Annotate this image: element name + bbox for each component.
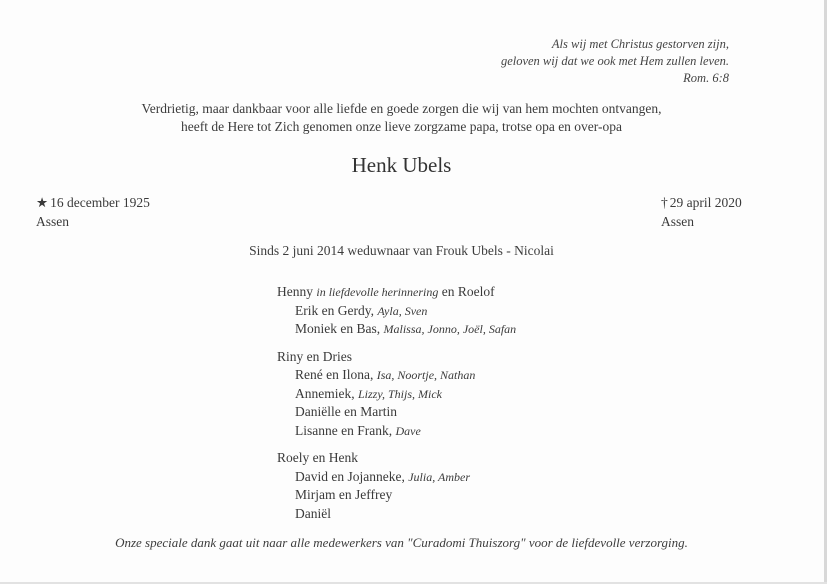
birth-place: Assen [36, 214, 69, 229]
head-conjunction: en [441, 284, 455, 299]
family-list [277, 283, 516, 532]
star-icon: ★ [36, 195, 49, 210]
memorial-note: in liefdevolle herinnering [316, 285, 439, 299]
great-grandchildren: Lizzy, Thijs, Mick [358, 386, 443, 401]
grandchild-couple: Lisanne en Frank, [295, 422, 393, 438]
family-head [277, 449, 516, 468]
grandchild-line [277, 385, 516, 404]
grandchild-line [277, 486, 516, 505]
family-group [277, 283, 516, 339]
bible-verse [501, 36, 729, 87]
head-name: Riny en Dries [277, 348, 352, 364]
grandchild-couple: David en Jojanneke, [295, 468, 405, 484]
intro-line-2: heeft de Here tot Zich genomen onze lieve zorgzame papa, trotse opa en over-opa [180, 119, 623, 134]
grandchild-couple: Erik en Gerdy, [295, 302, 374, 318]
grandchild-line [277, 505, 516, 524]
verse-line-2: geloven wij dat we ook met Hem zullen leven. [500, 54, 729, 68]
great-grandchildren: Malissa, Jonno, Joël, Safan [383, 322, 517, 336]
birth-date: 16 december 1925 [50, 195, 150, 210]
death-place: Assen [661, 214, 694, 229]
family-group [277, 348, 516, 441]
head-partner-name: Roelof [457, 284, 495, 299]
deceased-name: Henk Ubels [351, 153, 452, 177]
verse-line-1: Als wij met Christus gestorven zijn, [551, 37, 729, 51]
head-name: Henny [277, 284, 313, 299]
great-grandchildren: Julia, Amber [408, 469, 470, 484]
great-grandchildren: Isa, Noortje, Nathan [376, 368, 476, 382]
grandchild-line [277, 403, 516, 422]
grandchild-couple: René en Ilona, [295, 367, 374, 382]
intro-line-1: Verdrietig, maar dankbaar voor alle liefde en goede zorgen die wij van hem mochten ontvangen, [141, 101, 662, 116]
grandchild-couple: Mirjam en Jeffrey [295, 487, 393, 502]
grandchild-line [277, 366, 516, 385]
death-date: 29 april 2020 [669, 195, 742, 210]
great-grandchildren: Ayla, Sven [377, 303, 428, 318]
grandchild-line [277, 468, 516, 487]
family-group [277, 449, 516, 523]
grandchild-couple: Daniël [295, 505, 331, 521]
grandchild-couple: Daniëlle en Martin [295, 404, 397, 419]
family-head [277, 348, 516, 367]
verse-reference: Rom. 6:8 [683, 71, 729, 85]
cross-icon: † [661, 195, 668, 210]
widow-line: Sinds 2 juni 2014 weduwnaar van Frouk Ubels - Nicolai [249, 243, 554, 258]
grandchild-line [277, 320, 516, 339]
intro-text [0, 100, 803, 136]
head-name: Roely en Henk [277, 450, 358, 465]
great-grandchildren: Dave [395, 423, 421, 438]
grandchild-couple: Annemiek, [295, 385, 355, 401]
death-info [661, 193, 742, 231]
family-head [277, 283, 516, 302]
grandchild-couple: Moniek en Bas, [295, 321, 381, 336]
thank-you-note: Onze speciale dank gaat uit naar alle medewerkers van "Curadomi Thuiszorg" voor de liefdevolle verzorging. [115, 535, 688, 550]
birth-info [36, 193, 150, 231]
grandchild-line [277, 302, 516, 321]
grandchild-line [277, 422, 516, 441]
